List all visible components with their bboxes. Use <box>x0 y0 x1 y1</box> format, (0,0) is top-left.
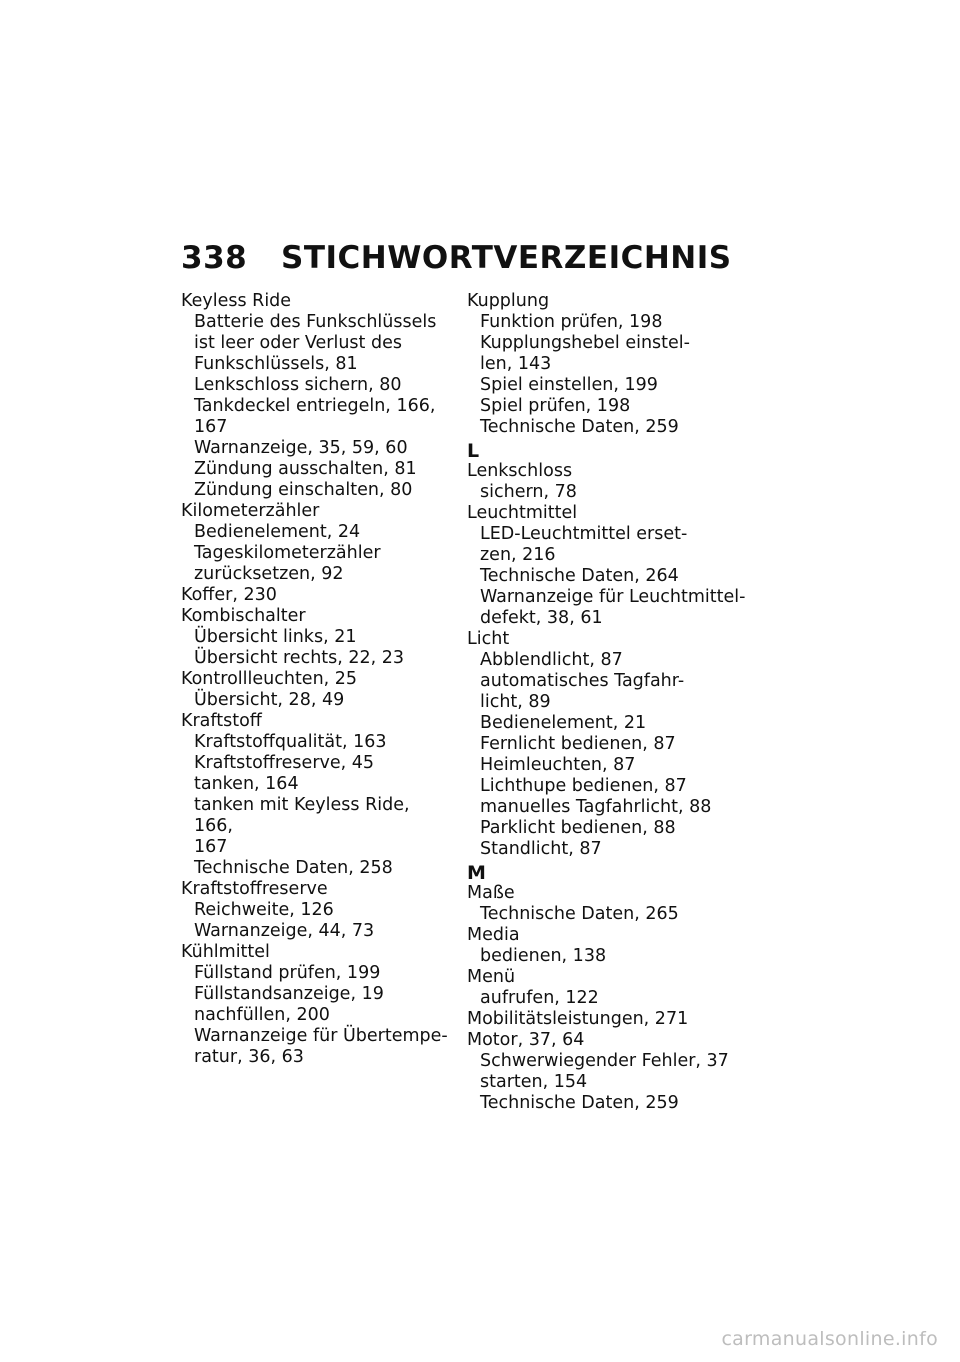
index-subentry <box>480 650 752 671</box>
index-subentry <box>480 417 752 438</box>
index-subentry-line: Parklicht bedienen, 88 <box>480 818 676 838</box>
index-subentry-line: Funkschlüssels, 81 <box>194 354 358 374</box>
index-subentry-line: Spiel einstellen, 199 <box>480 375 658 395</box>
index-subentry-line: nachfüllen, 200 <box>194 1005 330 1025</box>
index-subentry <box>194 690 451 711</box>
index-subentry-line: Bedienelement, 24 <box>194 522 361 542</box>
index-subentry <box>480 713 752 734</box>
index-subentry <box>194 480 451 501</box>
index-subentry <box>194 648 451 669</box>
index-subentry-line: ist leer oder Verlust des <box>194 333 402 353</box>
index-subentry <box>480 396 752 417</box>
index-subentry-line: Kraftstoffreserve, 45 <box>194 753 375 773</box>
index-subentry <box>480 946 752 967</box>
index-subentry-line: starten, 154 <box>480 1072 588 1092</box>
index-subentry-line: Reichweite, 126 <box>194 900 334 920</box>
index-subentry-line: Technische Daten, 265 <box>480 904 679 924</box>
index-entry: Maße <box>467 883 515 903</box>
index-entry: Koffer, 230 <box>181 585 277 605</box>
index-subentry <box>480 1072 752 1093</box>
index-subentry <box>480 734 752 755</box>
index-subentry-line: Warnanzeige, 44, 73 <box>194 921 375 941</box>
index-subentry-line: Funktion prüfen, 198 <box>480 312 663 332</box>
index-entry: Kombischalter <box>181 606 306 626</box>
index-letter: M <box>467 862 486 884</box>
index-subentry <box>194 396 451 438</box>
index-subentry-line: Lichthupe bedienen, 87 <box>480 776 687 796</box>
index-subentry <box>194 774 451 795</box>
index-subentry-line: Technische Daten, 258 <box>194 858 393 878</box>
index-subentry <box>480 587 752 629</box>
index-letter: L <box>467 440 480 462</box>
index-subentry <box>480 375 752 396</box>
index-subentry-line: Füllstandsanzeige, 19 <box>194 984 384 1004</box>
index-subentry-line: licht, 89 <box>480 692 551 712</box>
index-subentry-line: tanken mit Keyless Ride, 166, <box>194 795 410 836</box>
index-subentry <box>480 671 752 713</box>
index-subentry-line: Schwerwiegender Fehler, 37 <box>480 1051 729 1071</box>
index-subentry-line: Zündung ausschalten, 81 <box>194 459 417 479</box>
index-entry: Leuchtmittel <box>467 503 578 523</box>
index-subentry-line: Standlicht, 87 <box>480 839 602 859</box>
index-subentry-line: Batterie des Funkschlüssels <box>194 312 437 332</box>
index-entry: Kilometerzähler <box>181 501 320 521</box>
index-subentry-line: Zündung einschalten, 80 <box>194 480 413 500</box>
index-subentry-line: Kupplungshebel einstel- <box>480 333 690 353</box>
index-entry: Kühlmittel <box>181 942 270 962</box>
index-subentry <box>194 543 451 585</box>
index-subentry-line: bedienen, 138 <box>480 946 607 966</box>
index-entry: Kraftstoffreserve <box>181 879 328 899</box>
index-subentry-line: 167 <box>194 417 228 437</box>
index-entry: Motor, 37, 64 <box>467 1030 585 1050</box>
index-subentry <box>480 482 752 503</box>
index-subentry <box>194 312 451 375</box>
index-subentry-line: len, 143 <box>480 354 552 374</box>
index-subentry-line: Technische Daten, 259 <box>480 1093 679 1113</box>
index-entry: Kraftstoff <box>181 711 262 731</box>
index-subentry-line: zen, 216 <box>480 545 556 565</box>
index-subentry-line: Warnanzeige für Leuchtmittel- <box>480 587 746 607</box>
index-subentry-line: Technische Daten, 264 <box>480 566 679 586</box>
index-subentry-line: Übersicht, 28, 49 <box>194 690 345 710</box>
index-subentry-line: ratur, 36, 63 <box>194 1047 304 1067</box>
index-subentry-line: Übersicht links, 21 <box>194 627 357 647</box>
index-subentry-line: automatisches Tagfahr- <box>480 671 685 691</box>
index-subentry <box>194 522 451 543</box>
index-subentry-line: Füllstand prüfen, 199 <box>194 963 381 983</box>
index-entry: Mobilitätsleistungen, 271 <box>467 1009 689 1029</box>
index-subentry <box>480 333 752 375</box>
index-subentry <box>194 963 451 984</box>
index-entry: Keyless Ride <box>181 291 292 311</box>
index-subentry-line: aufrufen, 122 <box>480 988 599 1008</box>
index-subentry-line: LED-Leuchtmittel erset- <box>480 524 688 544</box>
index-subentry <box>480 524 752 566</box>
page-header <box>181 240 732 276</box>
index-subentry <box>480 839 752 860</box>
index-subentry-line: Übersicht rechts, 22, 23 <box>194 648 405 668</box>
index-subentry-line: Warnanzeige, 35, 59, 60 <box>194 438 408 458</box>
index-subentry <box>194 732 451 753</box>
index-subentry <box>480 776 752 797</box>
index-subentry <box>480 1051 752 1072</box>
index-subentry <box>194 1005 451 1026</box>
index-subentry-line: Tankdeckel entriegeln, 166, <box>194 396 436 416</box>
index-subentry <box>480 797 752 818</box>
index-subentry <box>194 900 451 921</box>
index-entry: Menü <box>467 967 516 987</box>
index-subentry-line: Spiel prüfen, 198 <box>480 396 631 416</box>
index-subentry <box>480 904 752 925</box>
index-subentry-line: Kraftstoffqualität, 163 <box>194 732 387 752</box>
index-subentry <box>480 312 752 333</box>
index-subentry <box>480 988 752 1009</box>
index-subentry-line: Tageskilometerzähler <box>194 543 381 563</box>
index-subentry-line: tanken, 164 <box>194 774 299 794</box>
index-subentry <box>194 375 451 396</box>
page-title: STICHWORTVERZEICHNIS <box>281 240 732 276</box>
index-subentry-line: Heimleuchten, 87 <box>480 755 636 775</box>
index-subentry <box>194 795 451 858</box>
index-subentry-line: manuelles Tagfahrlicht, 88 <box>480 797 712 817</box>
index-subentry-line: Lenkschloss sichern, 80 <box>194 375 402 395</box>
index-entry: Kupplung <box>467 291 550 311</box>
index-column-right <box>467 291 752 1114</box>
index-subentry <box>194 627 451 648</box>
index-subentry-line: 167 <box>194 837 228 857</box>
index-subentry-line: sichern, 78 <box>480 482 577 502</box>
index-subentry <box>480 1093 752 1114</box>
index-entry: Lenkschloss <box>467 461 573 481</box>
index-subentry-line: Bedienelement, 21 <box>480 713 647 733</box>
index-column-left <box>181 291 451 1068</box>
index-subentry <box>194 921 451 942</box>
index-subentry-line: Warnanzeige für Übertempe- <box>194 1026 448 1046</box>
index-subentry-line: zurücksetzen, 92 <box>194 564 344 584</box>
index-entry: Media <box>467 925 520 945</box>
index-subentry <box>194 459 451 480</box>
index-subentry-line: defekt, 38, 61 <box>480 608 603 628</box>
index-subentry-line: Abblendlicht, 87 <box>480 650 623 670</box>
index-subentry <box>480 566 752 587</box>
index-subentry <box>194 858 451 879</box>
index-subentry <box>194 984 451 1005</box>
index-subentry <box>194 438 451 459</box>
index-entry: Licht <box>467 629 510 649</box>
index-subentry <box>480 818 752 839</box>
index-subentry <box>480 755 752 776</box>
page-number: 338 <box>181 240 248 276</box>
index-subentry <box>194 1026 451 1068</box>
index-subentry-line: Fernlicht bedienen, 87 <box>480 734 676 754</box>
watermark: carmanualsonline.info <box>721 1328 938 1350</box>
index-entry: Kontrollleuchten, 25 <box>181 669 358 689</box>
index-subentry <box>194 753 451 774</box>
index-subentry-line: Technische Daten, 259 <box>480 417 679 437</box>
